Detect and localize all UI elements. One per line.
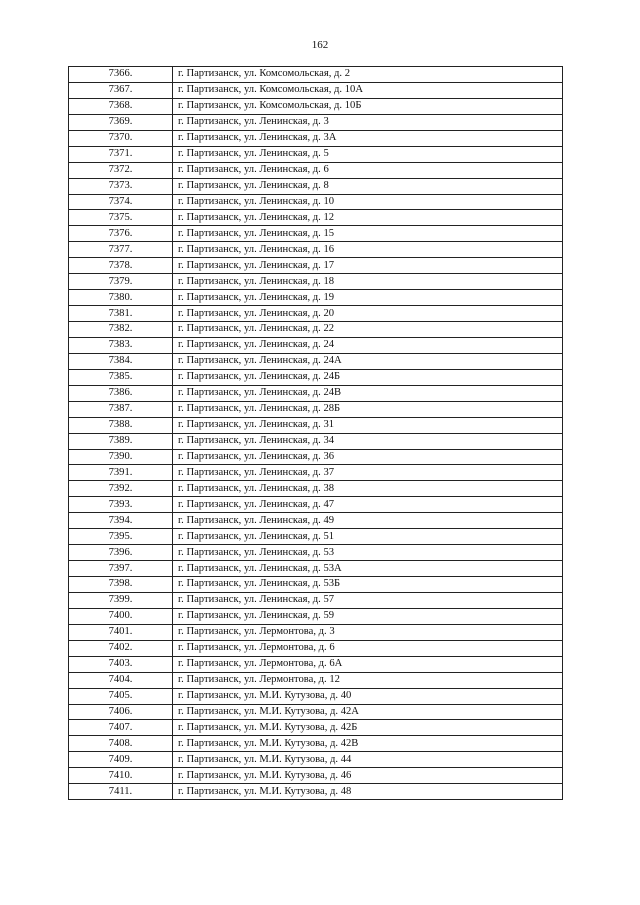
row-number-cell: 7387. — [69, 401, 173, 417]
table-row — [69, 529, 563, 545]
address-cell: г. Партизанск, ул. Ленинская, д. 38 — [173, 481, 563, 497]
row-number-cell: 7394. — [69, 513, 173, 529]
address-cell: г. Партизанск, ул. М.И. Кутузова, д. 46 — [173, 768, 563, 784]
table-row — [69, 752, 563, 768]
table-row — [69, 274, 563, 290]
address-cell: г. Партизанск, ул. Комсомольская, д. 10А — [173, 82, 563, 98]
table-row — [69, 401, 563, 417]
address-cell: г. Партизанск, ул. М.И. Кутузова, д. 42А — [173, 704, 563, 720]
row-number-cell: 7366. — [69, 67, 173, 83]
row-number-cell: 7404. — [69, 672, 173, 688]
table-row — [69, 130, 563, 146]
table-row — [69, 162, 563, 178]
address-cell: г. Партизанск, ул. Ленинская, д. 34 — [173, 433, 563, 449]
address-cell: г. Партизанск, ул. Ленинская, д. 57 — [173, 592, 563, 608]
table-row — [69, 656, 563, 672]
row-number-cell: 7374. — [69, 194, 173, 210]
row-number-cell: 7386. — [69, 385, 173, 401]
row-number-cell: 7405. — [69, 688, 173, 704]
row-number-cell: 7393. — [69, 497, 173, 513]
row-number-cell: 7401. — [69, 624, 173, 640]
row-number-cell: 7383. — [69, 337, 173, 353]
address-cell: г. Партизанск, ул. Ленинская, д. 3 — [173, 114, 563, 130]
address-table — [68, 66, 563, 800]
address-cell: г. Партизанск, ул. Комсомольская, д. 2 — [173, 67, 563, 83]
table-row — [69, 114, 563, 130]
table-row — [69, 242, 563, 258]
table-row — [69, 194, 563, 210]
address-cell: г. Партизанск, ул. Ленинская, д. 24Б — [173, 369, 563, 385]
address-cell: г. Партизанск, ул. Ленинская, д. 12 — [173, 210, 563, 226]
row-number-cell: 7377. — [69, 242, 173, 258]
row-number-cell: 7384. — [69, 353, 173, 369]
row-number-cell: 7397. — [69, 561, 173, 577]
row-number-cell: 7398. — [69, 577, 173, 593]
row-number-cell: 7379. — [69, 274, 173, 290]
address-cell: г. Партизанск, ул. Ленинская, д. 51 — [173, 529, 563, 545]
table-row — [69, 98, 563, 114]
row-number-cell: 7403. — [69, 656, 173, 672]
row-number-cell: 7368. — [69, 98, 173, 114]
address-cell: г. Партизанск, ул. Ленинская, д. 28Б — [173, 401, 563, 417]
row-number-cell: 7391. — [69, 465, 173, 481]
address-cell: г. Партизанск, ул. Ленинская, д. 5 — [173, 146, 563, 162]
address-cell: г. Партизанск, ул. Ленинская, д. 18 — [173, 274, 563, 290]
row-number-cell: 7375. — [69, 210, 173, 226]
address-cell: г. Партизанск, ул. М.И. Кутузова, д. 40 — [173, 688, 563, 704]
row-number-cell: 7406. — [69, 704, 173, 720]
row-number-cell: 7381. — [69, 306, 173, 322]
table-row — [69, 624, 563, 640]
address-cell: г. Партизанск, ул. Ленинская, д. 24 — [173, 337, 563, 353]
address-cell: г. Партизанск, ул. Ленинская, д. 53А — [173, 561, 563, 577]
address-cell: г. Партизанск, ул. Ленинская, д. 17 — [173, 258, 563, 274]
table-row — [69, 768, 563, 784]
table-row — [69, 704, 563, 720]
row-number-cell: 7376. — [69, 226, 173, 242]
row-number-cell: 7367. — [69, 82, 173, 98]
table-row — [69, 417, 563, 433]
table-row — [69, 577, 563, 593]
table-row — [69, 353, 563, 369]
address-cell: г. Партизанск, ул. Ленинская, д. 15 — [173, 226, 563, 242]
table-row — [69, 592, 563, 608]
table-row — [69, 306, 563, 322]
row-number-cell: 7371. — [69, 146, 173, 162]
address-cell: г. Партизанск, ул. Ленинская, д. 36 — [173, 449, 563, 465]
table-row — [69, 481, 563, 497]
row-number-cell: 7408. — [69, 736, 173, 752]
row-number-cell: 7400. — [69, 608, 173, 624]
row-number-cell: 7385. — [69, 369, 173, 385]
address-cell: г. Партизанск, ул. Ленинская, д. 24В — [173, 385, 563, 401]
address-cell: г. Партизанск, ул. М.И. Кутузова, д. 48 — [173, 784, 563, 800]
address-cell: г. Партизанск, ул. Ленинская, д. 8 — [173, 178, 563, 194]
table-row — [69, 640, 563, 656]
address-cell: г. Партизанск, ул. Ленинская, д. 6 — [173, 162, 563, 178]
table-row — [69, 608, 563, 624]
address-cell: г. Партизанск, ул. Лермонтова, д. 12 — [173, 672, 563, 688]
row-number-cell: 7373. — [69, 178, 173, 194]
row-number-cell: 7411. — [69, 784, 173, 800]
table-row — [69, 226, 563, 242]
row-number-cell: 7382. — [69, 322, 173, 338]
row-number-cell: 7389. — [69, 433, 173, 449]
row-number-cell: 7396. — [69, 545, 173, 561]
row-number-cell: 7388. — [69, 417, 173, 433]
table-row — [69, 385, 563, 401]
address-cell: г. Партизанск, ул. Ленинская, д. 19 — [173, 290, 563, 306]
row-number-cell: 7392. — [69, 481, 173, 497]
table-row — [69, 561, 563, 577]
address-cell: г. Партизанск, ул. Ленинская, д. 20 — [173, 306, 563, 322]
table-row — [69, 449, 563, 465]
row-number-cell: 7390. — [69, 449, 173, 465]
table-row — [69, 146, 563, 162]
table-row — [69, 720, 563, 736]
address-cell: г. Партизанск, ул. Лермонтова, д. 6А — [173, 656, 563, 672]
row-number-cell: 7380. — [69, 290, 173, 306]
page-number: 162 — [311, 39, 329, 51]
table-row — [69, 337, 563, 353]
table-row — [69, 258, 563, 274]
table-row — [69, 210, 563, 226]
address-cell: г. Партизанск, ул. Ленинская, д. 47 — [173, 497, 563, 513]
address-cell: г. Партизанск, ул. Ленинская, д. 16 — [173, 242, 563, 258]
address-cell: г. Партизанск, ул. Ленинская, д. 22 — [173, 322, 563, 338]
address-cell: г. Партизанск, ул. М.И. Кутузова, д. 44 — [173, 752, 563, 768]
address-cell: г. Партизанск, ул. Ленинская, д. 31 — [173, 417, 563, 433]
row-number-cell: 7409. — [69, 752, 173, 768]
row-number-cell: 7399. — [69, 592, 173, 608]
table-row — [69, 290, 563, 306]
address-cell: г. Партизанск, ул. Ленинская, д. 49 — [173, 513, 563, 529]
table-row — [69, 67, 563, 83]
row-number-cell: 7410. — [69, 768, 173, 784]
address-cell: г. Партизанск, ул. Ленинская, д. 10 — [173, 194, 563, 210]
table-row — [69, 82, 563, 98]
address-cell: г. Партизанск, ул. Комсомольская, д. 10Б — [173, 98, 563, 114]
table-row — [69, 513, 563, 529]
row-number-cell: 7402. — [69, 640, 173, 656]
address-cell: г. Партизанск, ул. Ленинская, д. 37 — [173, 465, 563, 481]
table-row — [69, 369, 563, 385]
address-cell: г. Партизанск, ул. Лермонтова, д. 6 — [173, 640, 563, 656]
address-cell: г. Партизанск, ул. М.И. Кутузова, д. 42Б — [173, 720, 563, 736]
address-cell: г. Партизанск, ул. Ленинская, д. 59 — [173, 608, 563, 624]
row-number-cell: 7395. — [69, 529, 173, 545]
address-cell: г. Партизанск, ул. Ленинская, д. 24А — [173, 353, 563, 369]
address-cell: г. Партизанск, ул. Ленинская, д. 3А — [173, 130, 563, 146]
table-row — [69, 736, 563, 752]
row-number-cell: 7369. — [69, 114, 173, 130]
address-table-body — [69, 67, 563, 800]
table-row — [69, 465, 563, 481]
address-cell: г. Партизанск, ул. М.И. Кутузова, д. 42В — [173, 736, 563, 752]
address-cell: г. Партизанск, ул. Ленинская, д. 53 — [173, 545, 563, 561]
table-row — [69, 322, 563, 338]
row-number-cell: 7372. — [69, 162, 173, 178]
table-row — [69, 497, 563, 513]
table-row — [69, 688, 563, 704]
table-row — [69, 178, 563, 194]
table-row — [69, 545, 563, 561]
table-row — [69, 784, 563, 800]
table-row — [69, 433, 563, 449]
address-cell: г. Партизанск, ул. Лермонтова, д. 3 — [173, 624, 563, 640]
row-number-cell: 7378. — [69, 258, 173, 274]
address-cell: г. Партизанск, ул. Ленинская, д. 53Б — [173, 577, 563, 593]
row-number-cell: 7370. — [69, 130, 173, 146]
row-number-cell: 7407. — [69, 720, 173, 736]
table-row — [69, 672, 563, 688]
